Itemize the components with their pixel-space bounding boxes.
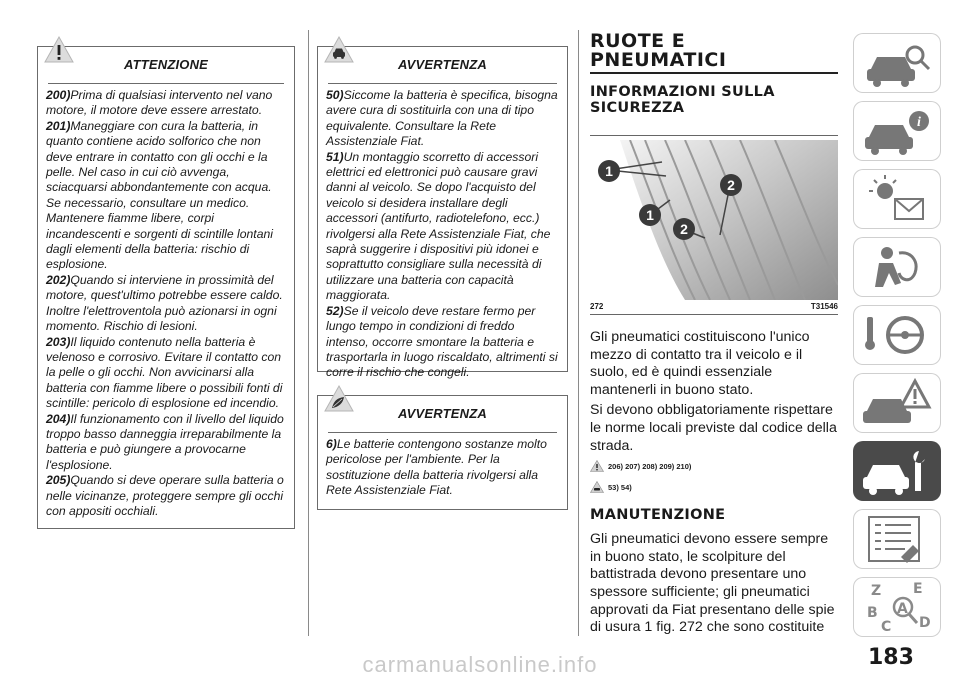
figure-bottom-rule [590,314,838,315]
warning-refs-2 [590,481,842,493]
warning-item-number: 52) [326,303,344,318]
sidebar-tab-4[interactable] [853,237,941,297]
figure-top-rule [590,135,838,136]
warning-item-number: 205) [46,473,71,488]
svg-text:i: i [917,115,921,130]
warning-item [46,335,286,412]
callout-1b: 1 [646,207,654,223]
sidebar-tab-5[interactable] [853,305,941,365]
svg-text:Z: Z [871,583,882,599]
figure-number: 272 [590,302,604,311]
warning-item [46,473,286,519]
tyre-figure [590,140,838,300]
sidebar-tab-2[interactable] [853,101,941,161]
svg-text:C: C [881,619,892,635]
attenzione-header [38,47,294,83]
avvertenza-title-1: AVVERTENZA [398,57,487,72]
avvertenza-body-2 [318,433,567,507]
warning-item-text: Quando si deve operare sulla batteria o nelle vicinanze, proteggere sempre gli occhi con appositi occhiali. [46,473,284,518]
key-steering-wheel-icon [857,305,937,365]
avvertenza-header-2 [318,396,567,432]
section-title-line1: RUOTE E [590,30,686,52]
callout-1a: 1 [605,163,613,179]
car-info-icon [857,101,937,161]
sidebar-tab-3[interactable] [853,169,941,229]
checklist-icon [857,509,937,569]
sidebar-tab-8[interactable] [853,509,941,569]
warning-item [326,437,559,499]
airbag-person-icon [857,237,937,297]
warning-item-number: 204) [46,411,71,426]
car-caution-small-icon [590,481,604,493]
warning-item [326,150,559,304]
car-wrench-icon [857,441,937,501]
figure-caption [590,302,838,311]
paragraph-1: Gli pneumatici costituiscono l'unico mezzo di contatto tra il veicolo e il suolo, ed è quindi essenziale mantenerli in buono stato. [590,329,810,398]
attenzione-body [38,84,294,527]
warning-item-text: Le batterie contengono sostanze molto pericolose per l'ambiente. Per la sostituzione della batteria rivolgersi alla Rete Assistenziale Fiat. [326,437,547,498]
warning-refs-2-text: 53) 54) [608,482,632,492]
subsection-title-line1: INFORMAZIONI SULLA [590,84,775,100]
warning-small-icon [590,460,604,472]
car-warning-icon [857,373,937,433]
sidebar-tab-7[interactable] [853,441,941,501]
sidebar-tab-6[interactable] [853,373,941,433]
subsection-title-line2: SICUREZZA [590,100,685,116]
warning-item-text: Quando si interviene in prossimità del motore, quest'ultimo potrebbe essere caldo. Inoltre l'elettroventola può azionarsi in ogni momento. Rischio di lesioni. [46,272,283,334]
warning-item-text: Siccome la batteria è specifica, bisogna avere cura di sostituirla con una di tipo equivalente. Consultare la Rete Assistenziale Fiat. [326,88,558,149]
section-title-line2: PNEUMATICI [590,49,727,71]
light-envelope-icon [857,169,937,229]
column-divider-2 [578,30,579,636]
warning-item-number: 51) [326,149,344,164]
alphabet-search-icon [857,577,937,637]
paragraph-3: Gli pneumatici devono essere sempre in buono stato, le scolpiture del battistrada devono presentare uno spessore sufficiente; gli pneumatici approvati da Fiat presentano delle spie di usura 1 fig. 272 che sono costituite [590,531,835,636]
watermark: carmanualsonline.info [362,652,598,677]
warning-item [326,88,559,150]
avvertenza-header-1 [318,47,567,83]
attenzione-box [37,46,295,529]
warning-item [46,119,286,273]
warning-item-text: Maneggiare con cura la batteria, in quanto contiene acido solforico che non deve entrare in contatto con gli occhi e la pelle. Nel caso in cui ciò avvenga, sciacquarsi abbondantemente con acqua. Se necessario, consultare un medico. Mantenere fiamme libere, corpi incandescenti e sorgenti di scintille lontani dagli elementi della batteria: rischio di esplosione. [46,118,273,272]
svg-text:A: A [897,601,908,617]
avvertenza-box-2 [317,395,568,510]
avvertenza-body-1 [318,84,567,389]
svg-text:E: E [913,581,923,597]
warning-item-text: Il funzionamento con il livello del liquido troppo basso danneggia irreparabilmente la batteria e può giungere a provocarne l'esplosione. [46,411,284,472]
figure-code: T31546 [810,302,838,311]
svg-text:D: D [919,615,931,631]
warning-refs-1 [590,460,842,472]
warning-item-text: Se il veicolo deve restare fermo per lungo tempo in condizioni di freddo intenso, occorre smontare la batteria e trasportarla in luogo riscaldato, altrimenti si corre il rischio che congeli. [326,303,558,380]
warning-item-number: 50) [326,88,344,102]
column-divider-1 [308,30,309,636]
warning-item [46,412,286,474]
warning-item-text: Prima di qualsiasi intervento nel vano motore, il motore deve essere arrestato. [46,88,273,118]
warning-item-text: Un montaggio scorretto di accessori elettrici ed elettronici può causare gravi danni al veicolo. Se dopo l'acquisto del veicolo si desidera installare degli accessori (antifurto, radiotelefono, ecc.) rivolgersi alla Rete Assistenziale Fiat, che saprà suggerire i dispositivi più idonei e soprattutto consigliare sulla necessità di utilizzare una batteria con capacità maggiorata. [326,149,551,303]
right-column [590,32,842,637]
warning-item [326,304,559,381]
svg-text:B: B [867,605,878,621]
warning-refs-1-text: 206) 207) 208) 209) 210) [608,461,692,471]
sidebar-tab-9[interactable] [853,577,941,637]
avvertenza-box-1 [317,46,568,380]
warning-item-number: 201) [46,118,71,133]
callout-2a: 2 [727,177,735,193]
callout-2b: 2 [680,221,688,237]
warning-item-number: 202) [46,272,71,287]
warning-item-number: 6) [326,437,337,451]
warning-item [46,273,286,335]
warning-item-number: 203) [46,334,71,349]
maintenance-title: MANUTENZIONE [590,507,726,524]
sidebar-tab-1[interactable] [853,33,941,93]
warning-item [46,88,286,119]
warning-item-number: 200) [46,88,71,102]
page-number: 183 [868,645,914,670]
avvertenza-title-2: AVVERTENZA [398,406,487,421]
attenzione-title: ATTENZIONE [123,57,209,72]
paragraph-2: Si devono obbligatoriamente rispettare le norme locali previste dal codice della strada. [590,402,837,454]
car-search-icon [857,33,937,93]
warning-item-text: Il liquido contenuto nella batteria è velenoso e corrosivo. Evitare il contatto con la pelle o gli occhi. Non avvicinarsi alla batteria con fiamme libere o possibili fonti di scintille: pericolo di esplosione ed incendio. [46,334,283,411]
